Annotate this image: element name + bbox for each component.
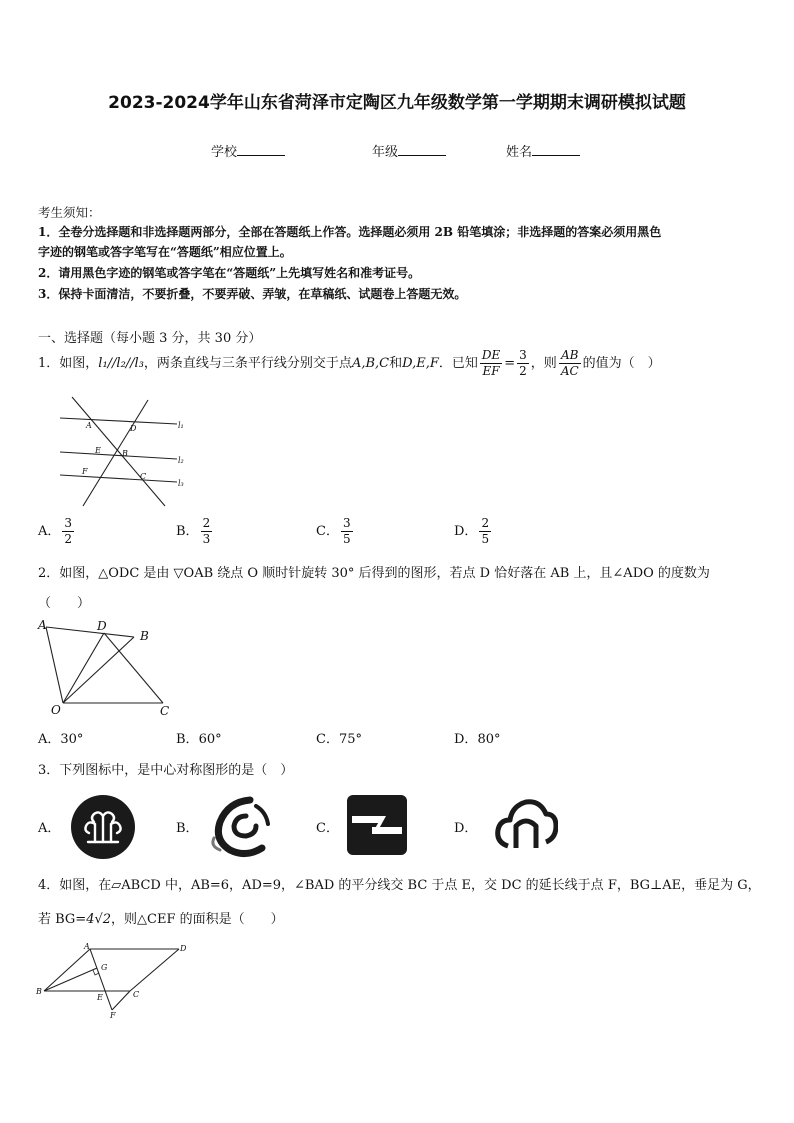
segment-AB (46, 627, 134, 637)
parallel-line-l3 (60, 475, 177, 482)
segment-BG (44, 968, 97, 991)
q3-option-b-icon[interactable] (206, 794, 282, 860)
notice-item1-line1: 1．全卷分选择题和非选择题两部分，全部在答题纸上作答。选择题必须用 2B 铅笔填涂；非选择题的答案必须用黑色 (38, 225, 662, 239)
question-2-line2: （ ） (38, 596, 91, 611)
label-G: G (101, 963, 108, 972)
label-C: C (140, 472, 147, 481)
school-label: 学校 (211, 145, 238, 160)
segment-DC (104, 633, 163, 703)
q1-figure (55, 394, 195, 510)
q1-text2: ．已知 (438, 356, 478, 371)
segment-AO (46, 627, 63, 703)
page-title: 2023-2024学年山东省菏泽市定陶区九年级数学第一学期期末调研模拟试题 (108, 93, 686, 113)
segment-CD (130, 949, 179, 991)
transversal-2 (83, 400, 148, 506)
segment-OD (63, 633, 104, 703)
segment-CF (112, 991, 130, 1010)
label-E: E (95, 446, 101, 455)
label-E: E (97, 993, 103, 1002)
segment-OB (63, 637, 134, 703)
label-D: D (130, 424, 137, 433)
q1-parallel: l₁//l₂//l₃ (98, 356, 144, 371)
q1-text1: ，两条直线与三条平行线分别交于点 (143, 356, 352, 371)
notice-heading: 考生须知： (38, 205, 101, 220)
q3-option-c-label[interactable]: C． (316, 821, 339, 836)
label-B: B (122, 449, 128, 458)
q1-given-value: $\frac{3}{2}$ (519, 348, 527, 378)
q1-points1: A,B,C (351, 356, 390, 371)
label-D: D (180, 944, 187, 953)
q3-option-d-icon[interactable] (494, 796, 558, 852)
label-l1: l₁ (178, 421, 184, 430)
label-O: O (51, 703, 61, 717)
grade-label: 年级 (372, 145, 399, 160)
q4-bg-value: 4√2 (86, 912, 112, 927)
notice-item2: 2．请用黑色字迹的钢笔或答字笔在“答题纸”上先填写姓名和准考证号。 (38, 266, 421, 280)
school-blank (237, 143, 285, 156)
q1-text4: 的值为（ ） (582, 356, 661, 371)
q3-option-d-label[interactable]: D． (454, 821, 478, 836)
label-A: A (86, 421, 92, 430)
label-C: C (133, 990, 140, 999)
q3-option-a-icon[interactable] (70, 794, 136, 860)
parallel-line-l2 (60, 452, 177, 459)
section-heading: 一、选择题（每小题 3 分，共 30 分） (38, 331, 262, 346)
q3-option-c-icon[interactable] (346, 794, 408, 856)
notice-item1-line2: 字迹的钢笔或答字笔写在“答题纸”相应位置上。 (38, 245, 292, 259)
label-l2: l₂ (178, 456, 184, 465)
question-3-text: 3．下列图标中，是中心对称图形的是（ ） (38, 763, 294, 778)
q4-figure (34, 940, 194, 1022)
label-B: B (140, 629, 149, 643)
q1-option-b[interactable]: B． $\frac{2}{3}$ (176, 516, 211, 546)
q1-option-d[interactable]: D． $\frac{2}{5}$ (454, 516, 490, 546)
label-B: B (36, 987, 42, 996)
label-F: F (82, 467, 88, 476)
label-A: A (38, 618, 47, 632)
grade-field (372, 141, 446, 160)
label-A: A (84, 942, 90, 951)
name-blank (532, 143, 580, 156)
label-F: F (110, 1011, 116, 1020)
label-l3: l₃ (178, 479, 184, 488)
q2-figure (36, 617, 176, 717)
q3-option-a-label[interactable]: A． (38, 821, 61, 836)
q1-equals: = (504, 356, 516, 371)
q1-and: 和 (389, 356, 403, 371)
question-2-line1: 2．如图，△ODC 是由 ▽OAB 绕点 O 顺时针旋转 30° 后得到的图形，若点 D 恰好落在 AB 上，且∠ADO 的度数为 (38, 566, 710, 581)
grade-blank (398, 143, 446, 156)
parallel-line-l1 (60, 418, 177, 424)
q1-ask-fraction: $\frac{AB}{AC}$ (560, 348, 579, 378)
q2-option-b[interactable]: B．60° (176, 732, 222, 747)
label-C: C (160, 704, 170, 717)
q1-text3: ，则 (530, 356, 557, 371)
label-D: D (97, 619, 107, 633)
notice-item3: 3．保持卡面清洁，不要折叠，不要弄破、弄皱，在草稿纸、试题卷上答题无效。 (38, 287, 467, 301)
q2-option-d[interactable]: D．80° (454, 732, 501, 747)
q1-option-a[interactable]: A． $\frac{3}{2}$ (38, 516, 73, 546)
name-field (506, 141, 580, 160)
q1-given-fraction: $\frac{DE}{EF}$ (481, 348, 501, 378)
q1-option-c[interactable]: C． $\frac{3}{5}$ (316, 516, 351, 546)
transversal-1 (72, 397, 165, 506)
question-4-line1: 4．如图，在▱ABCD 中，AB=6，AD=9，∠BAD 的平分线交 BC 于点 E，交 DC 的延长线于点 F，BG⊥AE，垂足为 G， (38, 878, 761, 893)
q1-points2: D,E,F (402, 356, 439, 371)
segment-AB (44, 949, 90, 991)
q1-num: 1．如图， (38, 356, 99, 371)
name-label: 姓名 (506, 145, 533, 160)
q2-option-c[interactable]: C．75° (316, 732, 362, 747)
q2-option-a[interactable]: A．30° (38, 732, 84, 747)
question-4-line2: 若 BG=4√2，则△CEF 的面积是（ ） (38, 912, 284, 927)
question-1-text (38, 348, 661, 379)
q3-option-b-label[interactable]: B． (176, 821, 199, 836)
school-field (211, 141, 285, 160)
